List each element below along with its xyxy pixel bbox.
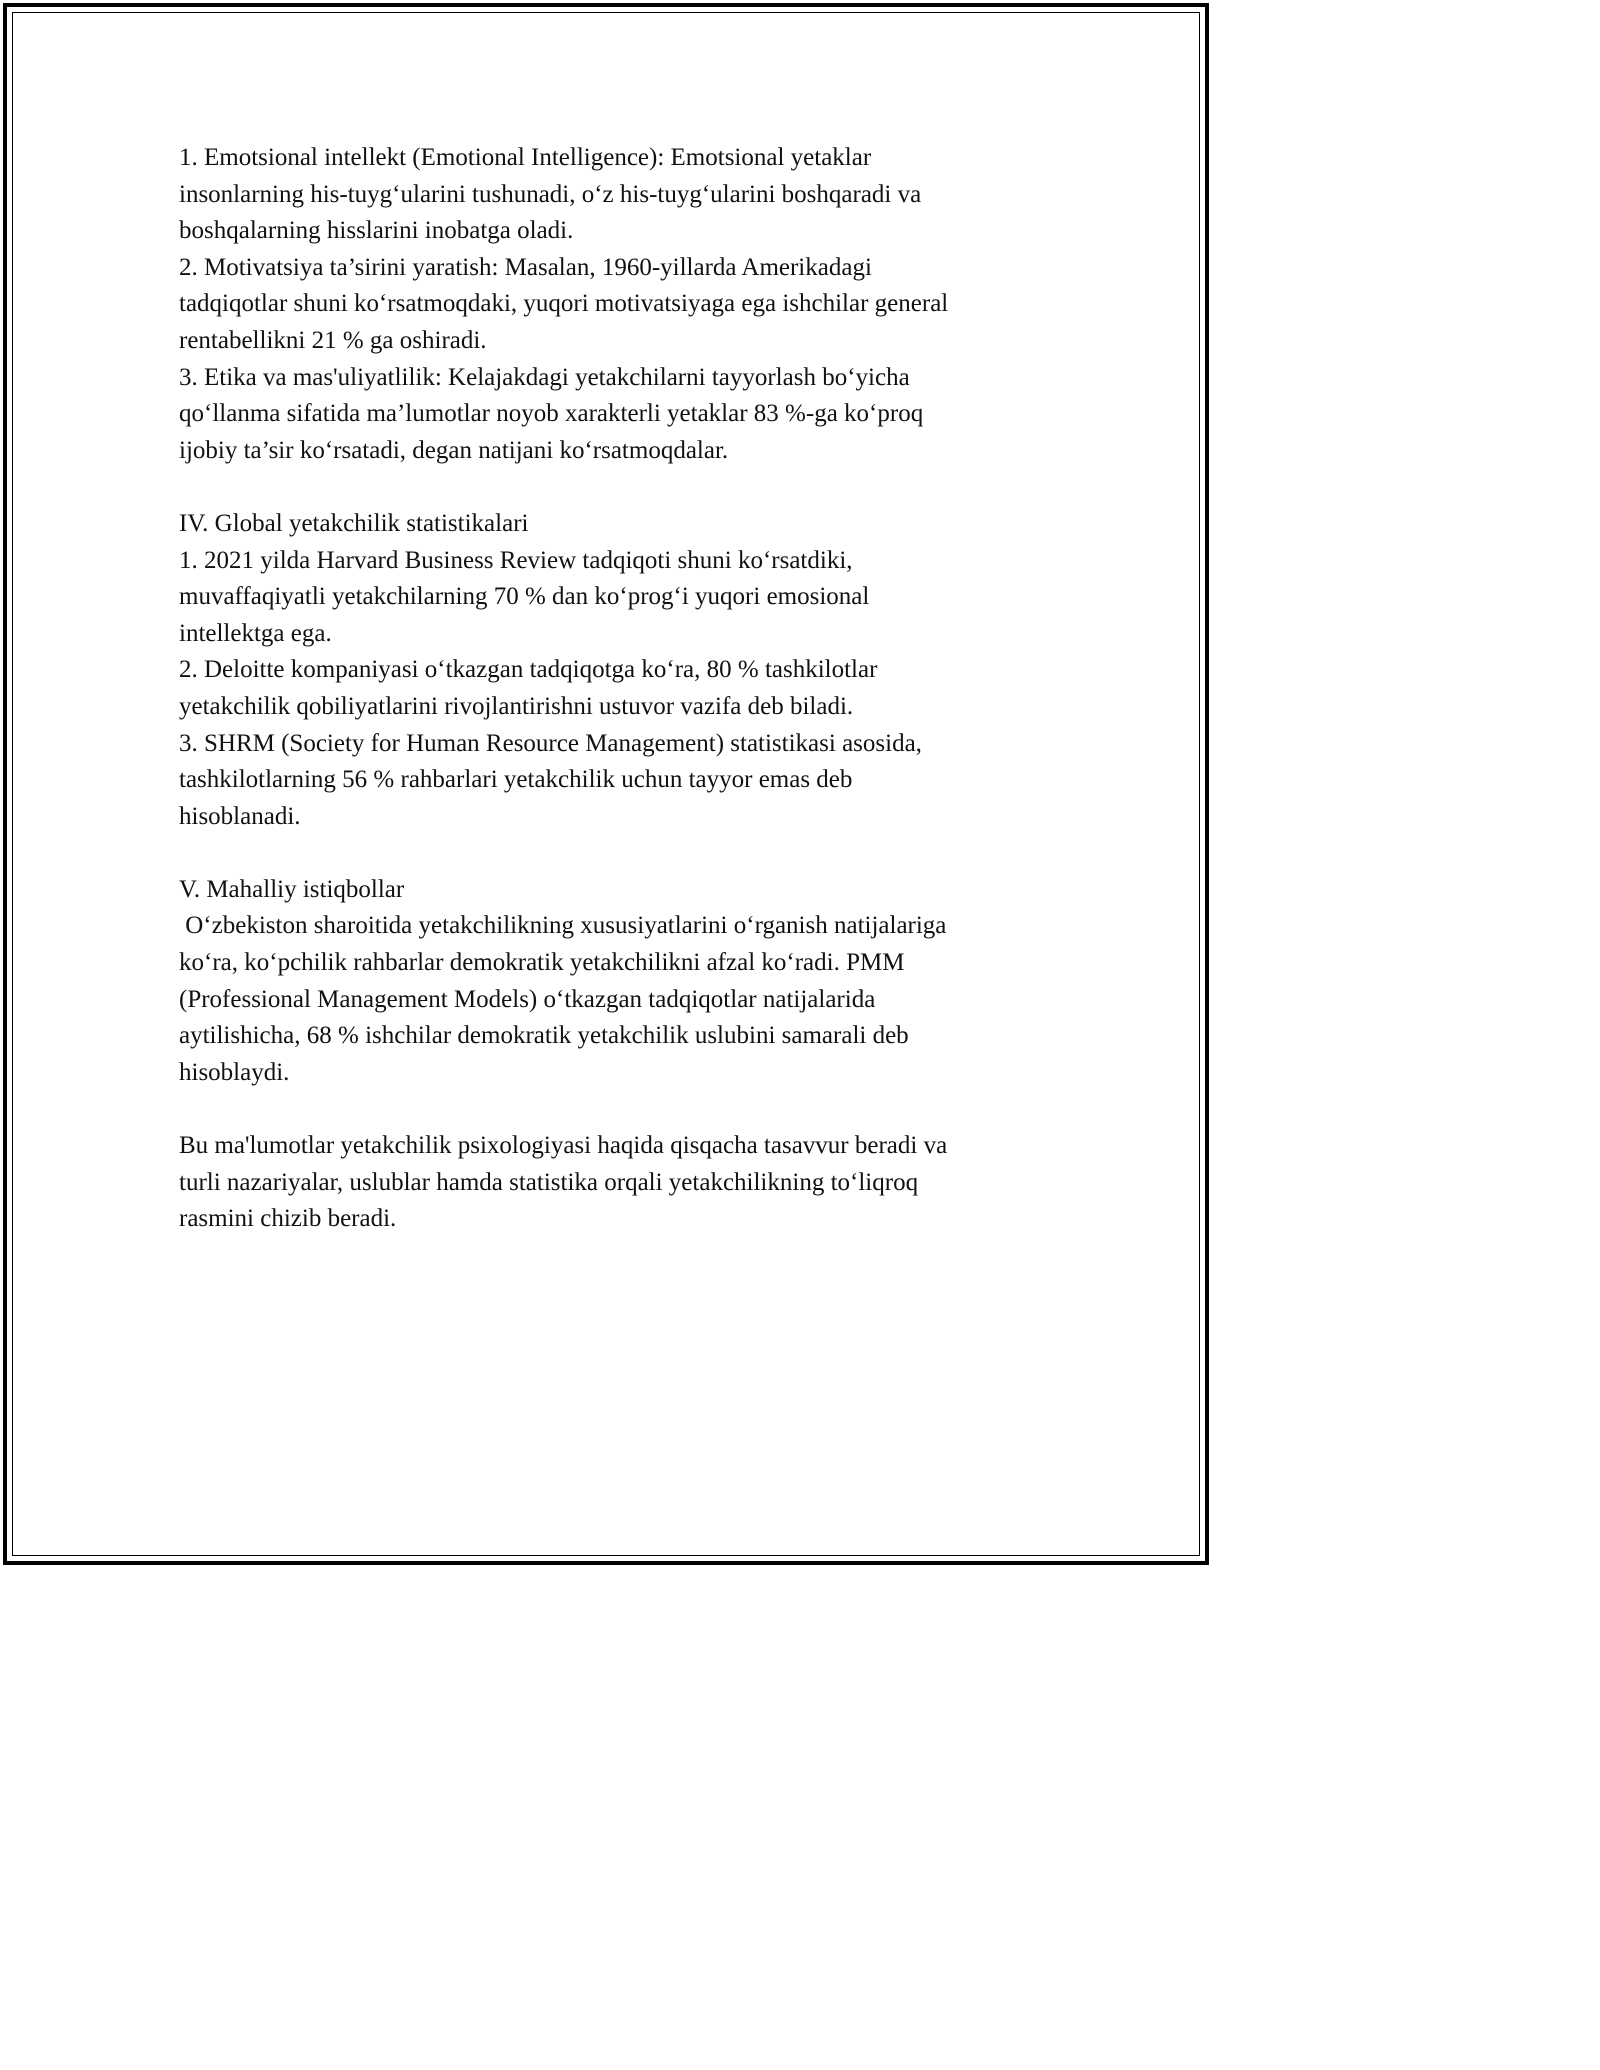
text-line: 1. 2021 yilda Harvard Business Review tadqiqoti shuni ko‘rsatdiki, (179, 546, 853, 574)
text-line: turli nazariyalar, uslublar hamda statistika orqali yetakchilikning to‘liqroq (179, 1168, 919, 1196)
text-line: qo‘llanma sifatida ma’lumotlar noyob xarakterli yetaklar 83 %-ga ko‘proq (179, 400, 924, 428)
text-line: yetakchilik qobiliyatlarini rivojlantirishni ustuvor vazifa deb biladi. (179, 692, 854, 720)
text-line: rasmini chizib beradi. (179, 1205, 397, 1233)
text-line: aytilishicha, 68 % ishchilar demokratik yetakchilik uslubini samarali deb (179, 1022, 909, 1050)
text-line: O‘zbekiston sharoitida yetakchilikning xususiyatlarini o‘rganish natijalariga (179, 912, 947, 940)
text-line: 2. Deloitte kompaniyasi o‘tkazgan tadqiqotga ko‘ra, 80 % tashkilotlar (179, 656, 878, 684)
text-line: intellektga ega. (179, 619, 332, 647)
text-line: insonlarning his-tuyg‘ularini tushunadi, o‘z his-tuyg‘ularini boshqaradi va (179, 180, 922, 208)
text-line: ko‘ra, ko‘pchilik rahbarlar demokratik yetakchilikni afzal ko‘radi. PMM (179, 949, 905, 977)
text-line: hisoblanadi. (179, 802, 301, 830)
text-line: (Professional Management Models) o‘tkazgan tadqiqotlar natijalarida (179, 985, 876, 1013)
paragraph-gap (179, 1091, 1049, 1128)
text-line: ijobiy ta’sir ko‘rsatadi, degan natijani ko‘rsatmoqdalar. (179, 436, 729, 464)
section-heading: IV. Global yetakchilik statistikalari (179, 509, 529, 537)
document-body (179, 140, 1049, 1238)
text-line: muvaffaqiyatli yetakchilarning 70 % dan ko‘prog‘i yuqori emosional (179, 583, 870, 611)
section-heading: V. Mahalliy istiqbollar (179, 875, 405, 903)
text-line: 1. Emotsional intellekt (Emotional Intelligence): Emotsional yetaklar (179, 144, 872, 171)
text-line: rentabellikni 21 % ga oshiradi. (179, 326, 487, 354)
paragraph-gap (179, 835, 1049, 872)
text-line: hisoblaydi. (179, 1058, 290, 1086)
text-line: 2. Motivatsiya ta’sirini yaratish: Masalan, 1960-yillarda Amerikadagi (179, 253, 872, 281)
text-line: Bu ma'lumotlar yetakchilik psixologiyasi haqida qisqacha tasavvur beradi va (179, 1132, 948, 1160)
paragraph-gap (179, 469, 1049, 506)
text-line: 3. SHRM (Society for Human Resource Management) statistikasi asosida, (179, 729, 922, 757)
text-line: tashkilotlarning 56 % rahbarlari yetakchilik uchun tayyor emas deb (179, 766, 853, 794)
text-line: 3. Etika va mas'uliyatlilik: Kelajakdagi yetakchilarni tayyorlash bo‘yicha (179, 363, 910, 391)
text-line: tadqiqotlar shuni ko‘rsatmoqdaki, yuqori motivatsiyaga ega ishchilar general (179, 290, 949, 318)
text-line: boshqalarning hisslarini inobatga oladi. (179, 217, 574, 245)
